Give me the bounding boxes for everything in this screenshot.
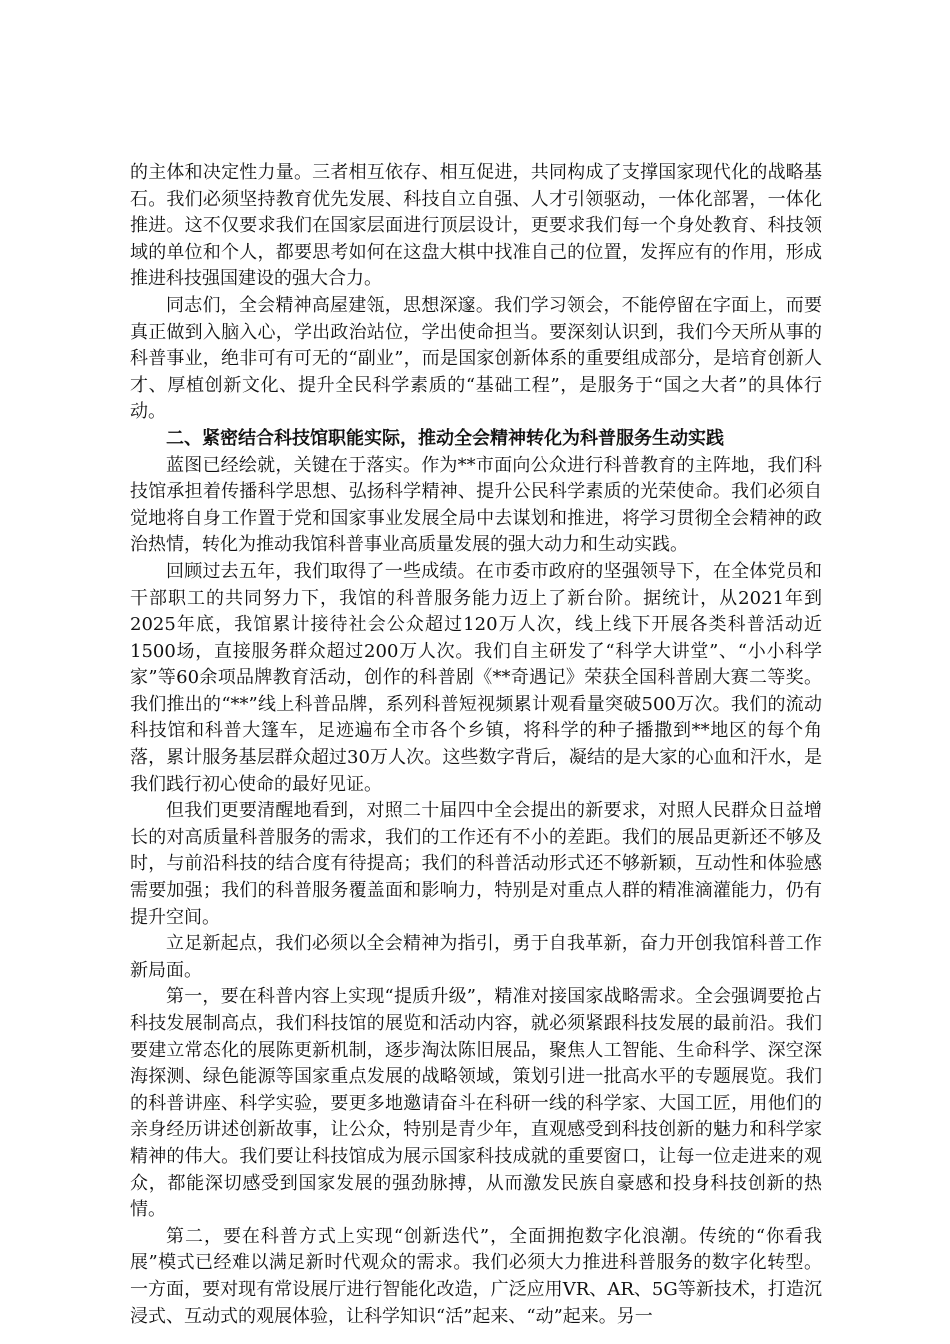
paragraph: 第一，要在科普内容上实现“提质升级”，精准对接国家战略需求。全会强调要抢占科技发展制高点，我们科技馆的展览和活动内容，就必须紧跟科技发展的最前沿。我们要建立常态化的展陈更新机制，逐步淘汰陈旧展品，聚焦人工智能、生命科学、深空深海探测、绿色能源等国家重点发展的战略领域，策划引进一批高水平的专题展览。我们的科普讲座、科学实验，要更多地邀请奋斗在科研一线的科学家、大国工匠，用他们的亲身经历讲述创新故事，让公众，特别是青少年，直观感受到科技创新的魅力和科学家精神的伟大。我们要让科技馆成为展示国家科技成就的重要窗口，让每一位走进来的观众，都能深切感受到国家发展的强劲脉搏，从而激发民族自豪感和投身科技创新的热情。 xyxy=(130,986,822,1221)
section-heading: 二、紧密结合科技馆职能实际，推动全会精神转化为科普服务生动实践 xyxy=(166,427,724,449)
paragraph: 的主体和决定性力量。三者相互依存、相互促进，共同构成了支撑国家现代化的战略基石。我们必须坚持教育优先发展、科技自立自强、人才引领驱动，一体化部署，一体化推进。这不仅要求我们在国家层面进行顶层设计，更要求我们每一个身处教育、科技领域的单位和个人，都要思考如何在这盘大棋中找准自己的位置，发挥应有的作用，形成推进科技强国建设的强大合力。 xyxy=(130,162,822,290)
paragraph: 但我们更要清醒地看到，对照二十届四中全会提出的新要求，对照人民群众日益增长的对高质量科普服务的需求，我们的工作还有不小的差距。我们的展品更新还不够及时，与前沿科技的结合度有待提高；我们的科普活动形式还不够新颖，互动性和体验感需要加强；我们的科普服务覆盖面和影响力，特别是对重点人群的精准滴灌能力，仍有提升空间。 xyxy=(130,800,822,928)
paragraph: 立足新起点，我们必须以全会精神为指引，勇于自我革新，奋力开创我馆科普工作新局面。 xyxy=(130,933,822,981)
paragraph: 蓝图已经绘就，关键在于落实。作为**市面向公众进行科普教育的主阵地，我们科技馆承担着传播科学思想、弘扬科学精神、提升公民科学素质的光荣使命。我们必须自觉地将自身工作置于党和国家事业发展全局中去谋划和推进，将学习贯彻全会精神的政治热情，转化为推动我馆科普事业高质量发展的强大动力和生动实践。 xyxy=(130,454,822,556)
document-body xyxy=(130,160,822,1330)
paragraph: 同志们，全会精神高屋建瓴，思想深邃。我们学习领会，不能停留在字面上，而要真正做到入脑入心，学出政治站位，学出使命担当。要深刻认识到，我们今天所从事的科普事业，绝非可有可无的“副业”，而是国家创新体系的重要组成部分，是培育创新人才、厚植创新文化、提升全民科学素质的“基础工程”，是服务于“国之大者”的具体行动。 xyxy=(130,294,822,423)
paragraph: 第二，要在科普方式上实现“创新迭代”，全面拥抱数字化浪潮。传统的“你看我展”模式已经难以满足新时代观众的需求。我们必须大力推进科普服务的数字化转型。一方面，要对现有常设展厅进行智能化改造，广泛应用VR、AR、5G等新技术，打造沉浸式、互动式的观展体验，让科学知识“活”起来、“动”起来。另一 xyxy=(130,1225,822,1327)
paragraph: 回顾过去五年，我们取得了一些成绩。在市委市政府的坚强领导下，在全体党员和干部职工的共同努力下，我馆的科普服务能力迈上了新台阶。据统计，从2021年到2025年底，我馆累计接待社会公众超过120万人次，线上线下开展各类科普活动近1500场，直接服务群众超过200万人次。我们自主研发了“科学大讲堂”、“小小科学家”等60余项品牌教育活动，创作的科普剧《**奇遇记》荣获全国科普剧大赛二等奖。我们推出的“**”线上科普品牌，系列科普短视频累计观看量突破500万次。我们的流动科技馆和科普大篷车，足迹遍布全市各个乡镇，将科学的种子播撒到**地区的每个角落，累计服务基层群众超过30万人次。这些数字背后，凝结的是大家的心血和汗水，是我们践行初心使命的最好见证。 xyxy=(130,560,822,795)
